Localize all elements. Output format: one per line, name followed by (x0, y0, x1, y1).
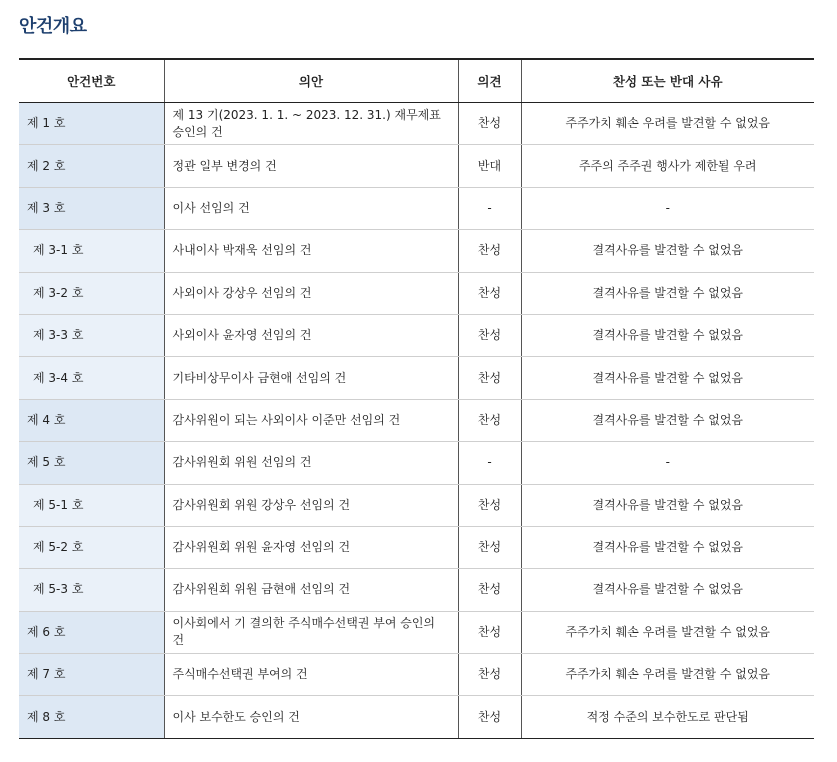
agenda-number: 제 3 호 (19, 187, 164, 229)
agenda-title: 주식매수선택권 부여의 건 (164, 654, 458, 696)
agenda-number: 제 3-3 호 (19, 314, 164, 356)
table-row (19, 611, 814, 653)
reason: 주주의 주주권 행사가 제한될 우려 (521, 145, 814, 187)
reason: 결격사유를 발견할 수 없었음 (521, 314, 814, 356)
table-row (19, 272, 814, 314)
opinion: - (458, 187, 521, 229)
reason: - (521, 187, 814, 229)
opinion: 찬성 (458, 230, 521, 272)
table-row (19, 103, 814, 145)
opinion: 찬성 (458, 272, 521, 314)
reason: 적정 수준의 보수한도로 판단됨 (521, 696, 814, 738)
agenda-title: 기타비상무이사 금현애 선임의 건 (164, 357, 458, 399)
agenda-title: 사내이사 박재욱 선임의 건 (164, 230, 458, 272)
agenda-number: 제 3-4 호 (19, 357, 164, 399)
opinion: 찬성 (458, 569, 521, 611)
opinion: 찬성 (458, 399, 521, 441)
agenda-number: 제 5 호 (19, 442, 164, 484)
reason: 결격사유를 발견할 수 없었음 (521, 357, 814, 399)
agenda-title: 감사위원이 되는 사외이사 이준만 선임의 건 (164, 399, 458, 441)
agenda-number: 제 4 호 (19, 399, 164, 441)
table-row (19, 314, 814, 356)
table-row (19, 230, 814, 272)
table-row (19, 357, 814, 399)
agenda-table (19, 58, 814, 739)
header-opinion: 의견 (458, 59, 521, 103)
reason: 결격사유를 발견할 수 없었음 (521, 484, 814, 526)
agenda-title: 감사위원회 위원 선임의 건 (164, 442, 458, 484)
reason: 결격사유를 발견할 수 없었음 (521, 272, 814, 314)
agenda-number: 제 3-1 호 (19, 230, 164, 272)
agenda-number: 제 3-2 호 (19, 272, 164, 314)
agenda-number: 제 6 호 (19, 611, 164, 653)
agenda-title: 이사 보수한도 승인의 건 (164, 696, 458, 738)
reason: 결격사유를 발견할 수 없었음 (521, 230, 814, 272)
opinion: 찬성 (458, 696, 521, 738)
agenda-number: 제 1 호 (19, 103, 164, 145)
reason: 결격사유를 발견할 수 없었음 (521, 399, 814, 441)
agenda-title: 감사위원회 위원 윤자영 선임의 건 (164, 526, 458, 568)
header-reason: 찬성 또는 반대 사유 (521, 59, 814, 103)
table-row (19, 145, 814, 187)
agenda-title: 이사회에서 기 결의한 주식매수선택권 부여 승인의 건 (164, 611, 458, 653)
reason: 주주가치 훼손 우려를 발견할 수 없었음 (521, 654, 814, 696)
agenda-title: 사외이사 강상우 선임의 건 (164, 272, 458, 314)
agenda-number: 제 8 호 (19, 696, 164, 738)
page-title: 안건개요 (19, 16, 87, 37)
agenda-title: 감사위원회 위원 금현애 선임의 건 (164, 569, 458, 611)
table-row (19, 696, 814, 738)
table-header-row (19, 59, 814, 103)
agenda-number: 제 5-1 호 (19, 484, 164, 526)
table-row (19, 399, 814, 441)
reason: 결격사유를 발견할 수 없었음 (521, 569, 814, 611)
agenda-number: 제 2 호 (19, 145, 164, 187)
table-row (19, 187, 814, 229)
table-row (19, 654, 814, 696)
agenda-title: 이사 선임의 건 (164, 187, 458, 229)
opinion: 찬성 (458, 103, 521, 145)
opinion: 찬성 (458, 314, 521, 356)
reason: 결격사유를 발견할 수 없었음 (521, 526, 814, 568)
header-agenda-number: 안건번호 (19, 59, 164, 103)
opinion: 반대 (458, 145, 521, 187)
reason: 주주가치 훼손 우려를 발견할 수 없었음 (521, 611, 814, 653)
header-agenda-title: 의안 (164, 59, 458, 103)
opinion: 찬성 (458, 357, 521, 399)
agenda-title: 제 13 기(2023. 1. 1. ~ 2023. 12. 31.) 재무제표 승인의 건 (164, 103, 458, 145)
agenda-number: 제 5-2 호 (19, 526, 164, 568)
opinion: 찬성 (458, 611, 521, 653)
reason: - (521, 442, 814, 484)
table-row (19, 526, 814, 568)
agenda-title: 정관 일부 변경의 건 (164, 145, 458, 187)
table-row (19, 442, 814, 484)
table-row (19, 484, 814, 526)
agenda-number: 제 5-3 호 (19, 569, 164, 611)
reason: 주주가치 훼손 우려를 발견할 수 없었음 (521, 103, 814, 145)
opinion: - (458, 442, 521, 484)
opinion: 찬성 (458, 654, 521, 696)
agenda-title: 사외이사 윤자영 선임의 건 (164, 314, 458, 356)
table-row (19, 569, 814, 611)
agenda-number: 제 7 호 (19, 654, 164, 696)
agenda-title: 감사위원회 위원 강상우 선임의 건 (164, 484, 458, 526)
opinion: 찬성 (458, 484, 521, 526)
opinion: 찬성 (458, 526, 521, 568)
